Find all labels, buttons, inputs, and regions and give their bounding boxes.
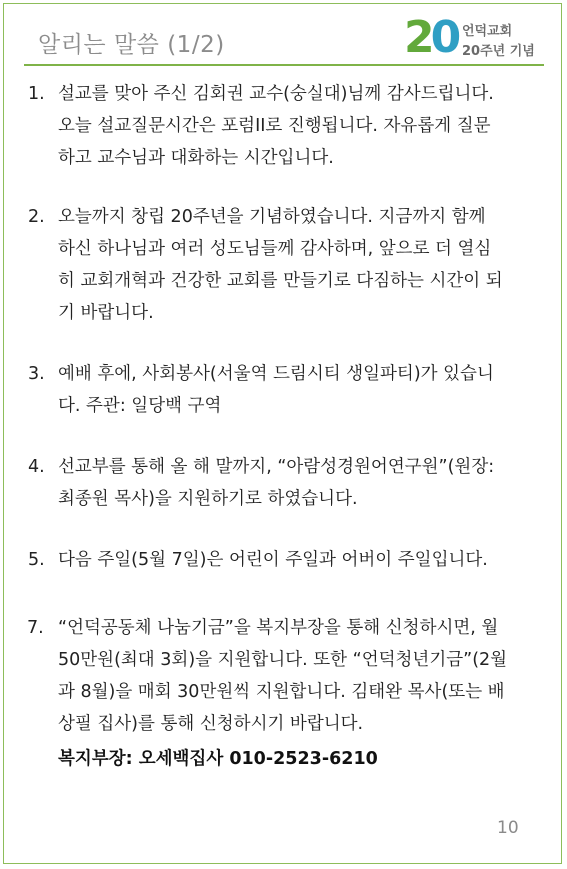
item-number: 4. — [28, 457, 45, 477]
item-text: 설교를 맞아 주신 김회권 교수(숭실대)님께 감사드립니다. 오늘 설교질문시간은 포럼II로 진행됩니다. 자유롭게 질문 하고 교수님과 대화하는 시간입니다. — [58, 84, 494, 168]
item-text: “언덕공동체 나눔기금”을 복지부장을 통해 신청하시면, 월 50만원(최대 3회)을 지원합니다. 또한 “언덕청년기금”(2월 과 8월)을 매회 30만원씩 지원합니다. 김태완 목사(또는 배 상필 집사)를 통해 신청하시기 바랍니다. — [58, 618, 508, 734]
welfare-contact: 복지부장: 오세백집사 010-2523-6210 — [58, 749, 378, 769]
title-divider — [24, 64, 544, 66]
page-number: 10 — [497, 818, 519, 838]
item-number: 7. — [27, 618, 44, 638]
item-number: 1. — [28, 84, 45, 104]
item-text: 선교부를 통해 올 해 말까지, “아람성경원어연구원”(원장: 최종원 목사)을 지원하기로 하였습니다. — [58, 457, 495, 509]
item-text: 예배 후에, 사회봉사(서울역 드림시티 생일파티)가 있습니 다. 주관: 일당백 구역 — [58, 364, 494, 416]
item-text: 다음 주일(5월 7일)은 어린이 주일과 어버이 주일입니다. — [58, 550, 488, 570]
item-number: 2. — [28, 207, 45, 227]
logo-anniversary-text: 20주년 기념 — [462, 44, 535, 59]
anniversary-logo — [404, 12, 554, 64]
item-text: 오늘까지 창립 20주년을 기념하였습니다. 지금까지 함께 하신 하나님과 여러 성도님들께 감사하며, 앞으로 더 열심 히 교회개혁과 건강한 교회를 만들기로 다짐하는 시간이 되 기 바랍니다. — [58, 207, 503, 323]
logo-digit-2: 2 — [404, 12, 431, 63]
logo-digit-0: 0 — [430, 12, 458, 63]
item-number: 3. — [28, 364, 45, 384]
logo-church-name: 언덕교회 — [462, 24, 513, 39]
logo-number — [404, 12, 457, 64]
item-number: 5. — [28, 550, 45, 570]
page-title: 알리는 말씀 (1/2) — [38, 32, 225, 58]
